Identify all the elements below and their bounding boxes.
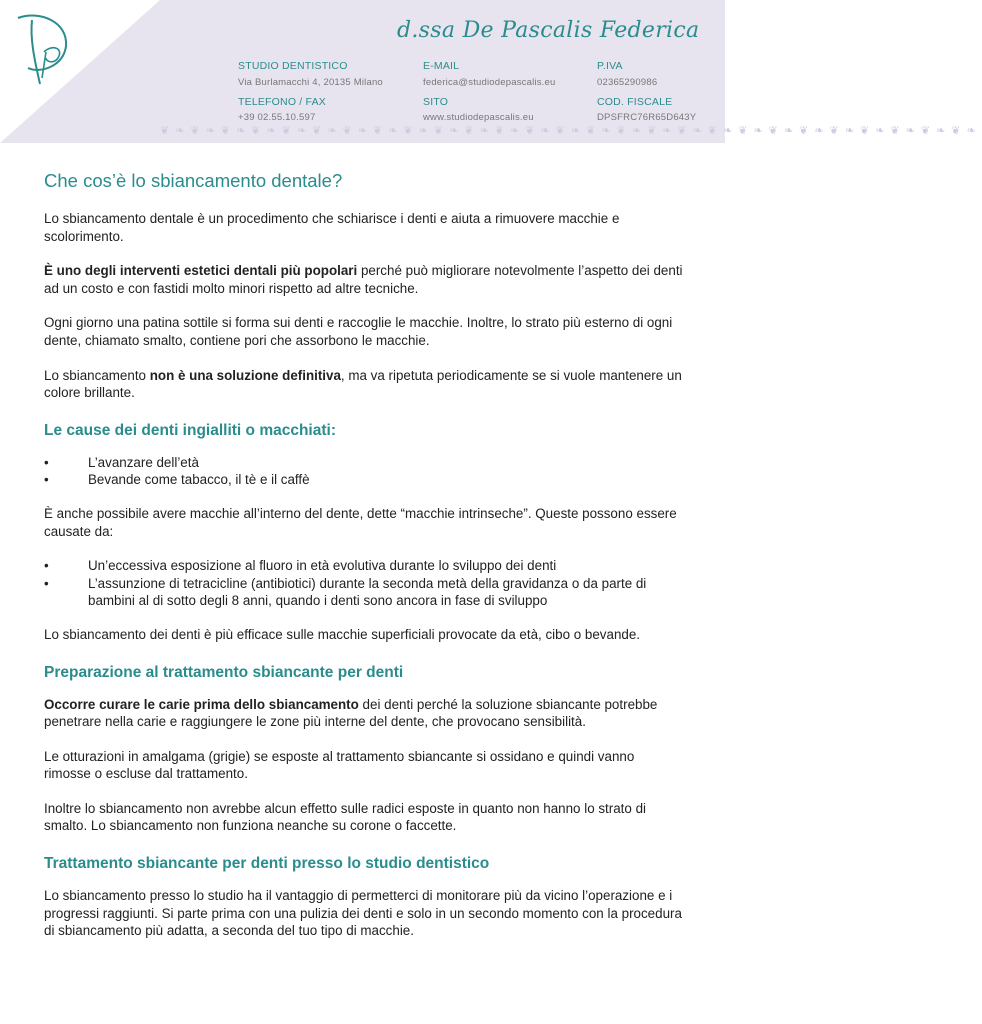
emphasis: Occorre curare le carie prima dello sbiancamento <box>44 696 359 712</box>
email-label: E-MAIL <box>423 60 460 72</box>
bullet: • <box>44 472 49 488</box>
section-heading-preparation: Preparazione al trattamento sbiancante per denti <box>44 663 404 681</box>
list-item <box>44 575 684 610</box>
text: , ma va ripetuta periodicamente se si vuole mantenere un colore brillante. <box>44 367 682 401</box>
causes-list <box>44 454 684 489</box>
list-item-text: Un’eccessiva esposizione al fluoro in età evolutiva durante lo sviluppo dei denti <box>88 558 557 574</box>
intro-paragraph-1: Lo sbiancamento dentale è un procedimento che schiarisce i denti e aiuta a rimuovere macchie e scolorimento. <box>44 211 620 244</box>
site-value: www.studiodepascalis.eu <box>423 112 534 123</box>
emphasis: È uno degli interventi estetici dentali più popolari <box>44 263 358 279</box>
text: Lo sbiancamento <box>44 367 150 383</box>
list-item <box>44 454 684 472</box>
document-body <box>44 170 684 957</box>
phone-value: +39 02.55.10.597 <box>238 112 316 123</box>
preparation-paragraph-2: Le otturazioni in amalgama (grigie) se esposte al trattamento sbiancante si ossidano e quindi vanno rimosse o escluse dal trattamento. <box>44 748 635 782</box>
text: perché può migliorare notevolmente l’aspetto dei denti ad un costo e con fastidi molto minori rispetto ad altre tecniche. <box>44 263 683 296</box>
intro-paragraph-4 <box>44 367 684 402</box>
list-item-text: L’assunzione di tetracicline (antibiotici) durante la seconda metà della gravidanza o da parte di bambini al di sotto degli 8 anni, quando i denti sono ancora in fase di sviluppo <box>88 575 647 609</box>
piva-label: P.IVA <box>597 60 623 72</box>
bullet: • <box>44 454 49 470</box>
studio-label: STUDIO DENTISTICO <box>238 60 348 72</box>
emphasis: non è una soluzione definitiva <box>149 367 341 383</box>
intro-paragraph-3: Ogni giorno una patina sottile si forma sui denti e raccoglie le macchie. Inoltre, lo strato più esterno di ogni dente, chiamato smalto, contiene pori che assorbono le macchie. <box>44 315 673 348</box>
preparation-paragraph-1 <box>44 696 684 731</box>
page-title: Che cos’è lo sbiancamento dentale? <box>44 170 343 191</box>
causes-paragraph-1: È anche possibile avere macchie all’interno del dente, dette “macchie intrinseche”. Queste possono essere causate da: <box>44 505 677 539</box>
decorative-border: ❦❧❦❧❦❧❦❧❦❧❦❧❦❧❦❧❦❧❦❧❦❧❦❧❦❧❦❧❦❧❦❧❦❧❦❧❦❧❦❧❦❧❦❧❦❧❦❧❦❧❦❧❦❧ <box>160 124 982 137</box>
logo-monogram <box>10 8 80 86</box>
list-item-text: L’avanzare dell’età <box>88 454 199 470</box>
piva-value: 02365290986 <box>597 77 658 88</box>
practitioner-name: d.ssa De Pascalis Federica <box>397 18 700 43</box>
intrinsic-causes-list <box>44 557 684 610</box>
fiscal-code-value: DPSFRC76R65D643Y <box>597 112 697 123</box>
bullet: • <box>44 575 49 591</box>
preparation-paragraph-3: Inoltre lo sbiancamento non avrebbe alcun effetto sulle radici esposte in quanto non hanno lo strato di smalto. Lo sbiancamento non funziona neanche su corone o faccette. <box>44 800 646 834</box>
section-heading-treatment: Trattamento sbiancante per denti presso lo studio dentistico <box>44 855 490 873</box>
letterhead <box>0 0 982 143</box>
phone-label: TELEFONO / FAX <box>238 96 326 108</box>
site-label: SITO <box>423 96 449 108</box>
intro-paragraph-2 <box>44 262 684 297</box>
fiscal-code-label: COD. FISCALE <box>597 96 673 108</box>
bullet: • <box>44 558 49 574</box>
treatment-paragraph-1: Lo sbiancamento presso lo studio ha il vantaggio di permetterci di monitorare più da vicino l’operazione e i progressi raggiunti. Si parte prima con una pulizia dei denti e solo in un secondo momento con la procedura di sbiancamento più adatta, a seconda del tuo tipo di macchie. <box>44 888 682 939</box>
email-value: federica@studiodepascalis.eu <box>423 77 556 88</box>
text: dei denti perché la soluzione sbiancante potrebbe penetrare nella carie e raggiungere le zone più interne del dente, che provocano sensibilità. <box>44 696 658 730</box>
section-heading-causes: Le cause dei denti ingialliti o macchiati: <box>44 421 336 439</box>
list-item <box>44 557 684 575</box>
causes-paragraph-2: Lo sbiancamento dei denti è più efficace sulle macchie superficiali provocate da età, cibo o bevande. <box>44 626 641 642</box>
list-item-text: Bevande come tabacco, il tè e il caffè <box>88 472 310 488</box>
studio-address: Via Burlamacchi 4, 20135 Milano <box>238 77 383 88</box>
list-item <box>44 471 684 489</box>
